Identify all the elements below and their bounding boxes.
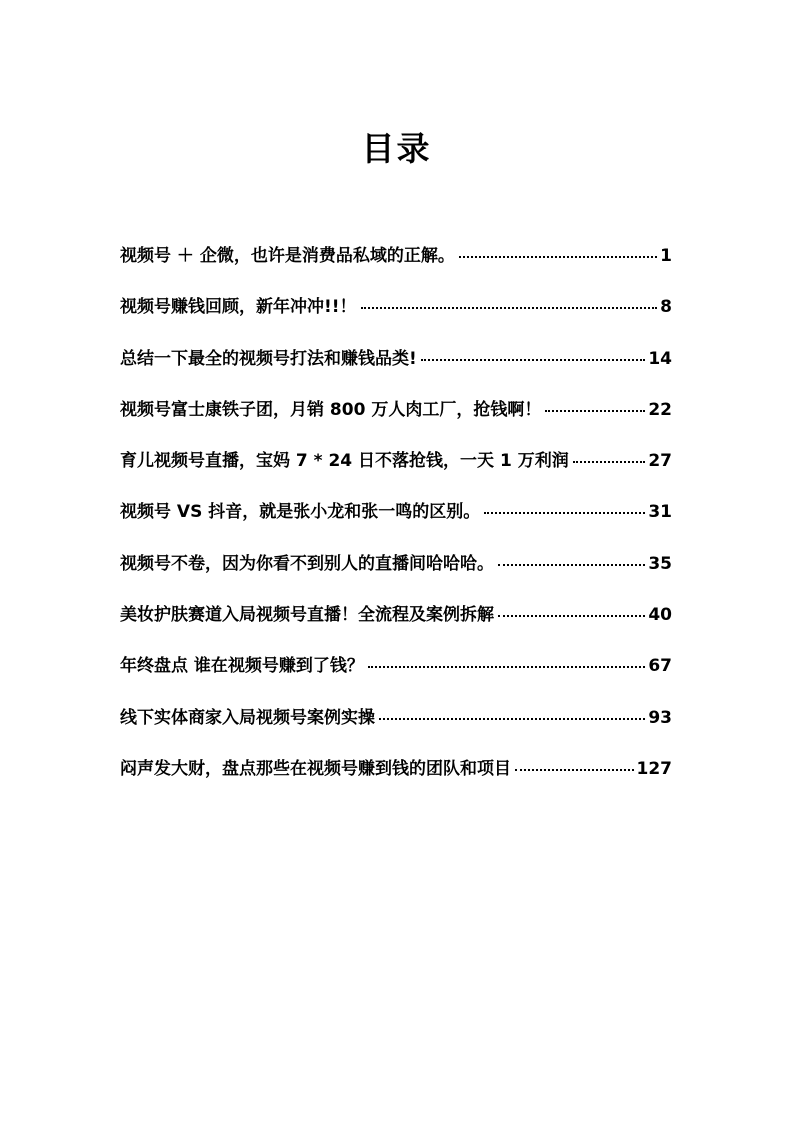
toc-dot-leader (459, 256, 657, 258)
toc-entry-page: 127 (636, 758, 672, 779)
toc-entry-page: 93 (648, 707, 672, 728)
toc-entry[interactable] (120, 292, 672, 343)
toc-entry[interactable] (120, 754, 672, 805)
toc-entry-title: 育儿视频号直播，宝妈 7 * 24 日不落抢钱，一天 1 万利润 (120, 451, 569, 472)
toc-entry-page: 27 (648, 451, 672, 472)
toc-entry-title: 美妆护肤赛道入局视频号直播！全流程及案例拆解 (120, 605, 494, 626)
toc-entry-page: 40 (648, 605, 672, 626)
toc-entry[interactable] (120, 446, 672, 497)
toc-entry-title: 闷声发大财，盘点那些在视频号赚到钱的团队和项目 (120, 758, 511, 779)
toc-title: 目录 (361, 129, 432, 168)
toc-dot-leader (573, 461, 646, 463)
toc-entry-page: 1 (660, 246, 672, 266)
toc-entry-title: 线下实体商家入局视频号案例实操 (120, 707, 375, 728)
toc-entry[interactable] (120, 703, 672, 754)
toc-entry[interactable] (120, 395, 672, 446)
toc-dot-leader (545, 410, 645, 412)
toc-entry[interactable] (120, 549, 672, 600)
toc-dot-leader (368, 666, 645, 668)
toc-entry-page: 14 (648, 348, 672, 369)
toc-entry[interactable] (120, 600, 672, 651)
toc-entry-title: 年终盘点 谁在视频号赚到了钱？ (120, 656, 364, 677)
toc-entry-title: 视频号不卷，因为你看不到别人的直播间哈哈哈。 (120, 553, 494, 574)
toc-entry-page: 22 (648, 399, 672, 420)
toc-dot-leader (484, 512, 645, 514)
toc-entry-title: 视频号 ＋ 企微，也许是消费品私域的正解。 (120, 246, 455, 266)
toc-entry[interactable] (120, 497, 672, 548)
toc-dot-leader (379, 718, 645, 720)
toc-entry-title: 视频号富士康铁子团，月销 800 万人肉工厂，抢钱啊！ (120, 399, 542, 420)
toc-entry-page: 8 (660, 297, 672, 318)
toc-entry-title: 视频号赚钱回顾，新年冲冲!!！ (120, 297, 357, 318)
toc-list (120, 241, 672, 805)
toc-entry-page: 67 (648, 656, 672, 677)
toc-entry-page: 35 (648, 553, 672, 574)
toc-dot-leader (421, 359, 646, 361)
toc-entry[interactable] (120, 651, 672, 702)
toc-dot-leader (515, 769, 634, 771)
toc-entry[interactable] (120, 344, 672, 395)
toc-dot-leader (361, 307, 658, 309)
toc-entry[interactable] (120, 241, 672, 292)
toc-entry-page: 31 (648, 502, 672, 523)
toc-entry-title: 总结一下最全的视频号打法和赚钱品类! (120, 348, 417, 369)
toc-entry-title: 视频号 VS 抖音，就是张小龙和张一鸣的区别。 (120, 502, 481, 523)
toc-dot-leader (498, 564, 645, 566)
toc-dot-leader (498, 615, 645, 617)
